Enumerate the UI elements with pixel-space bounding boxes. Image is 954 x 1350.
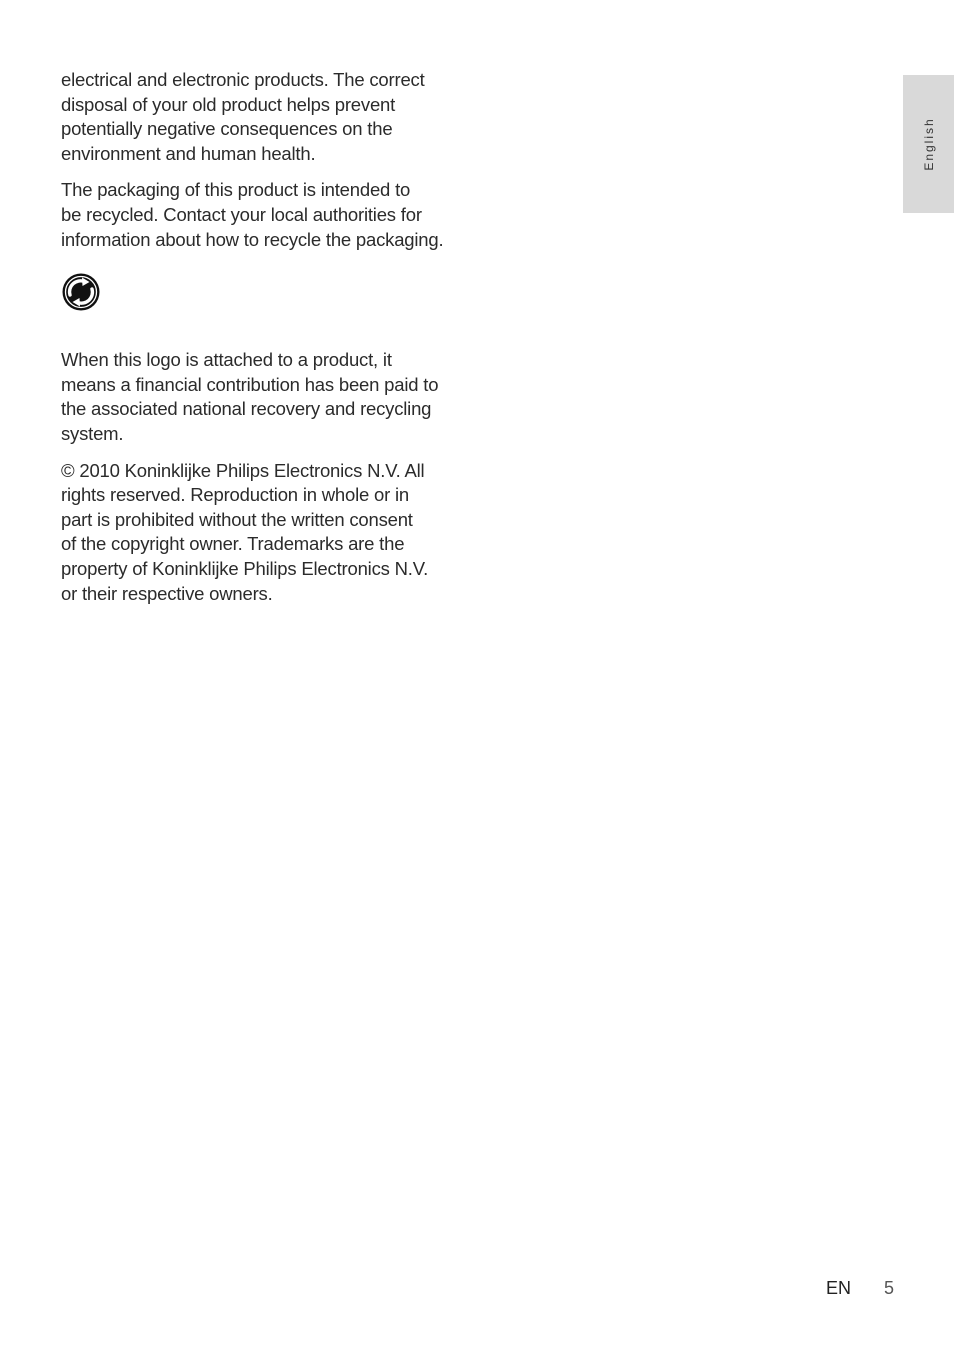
green-dot-recycling-icon <box>61 272 101 312</box>
page-number: 5 <box>883 1278 894 1298</box>
language-side-tab <box>903 75 954 213</box>
main-text-column <box>61 68 461 618</box>
footer-language-code: EN <box>825 1278 851 1298</box>
disposal-paragraph: electrical and electronic products. The correct disposal of your old product helps prevent potentially negative consequences on the environment and human health. <box>61 69 425 164</box>
page-footer <box>826 1278 894 1299</box>
copyright-paragraph: © 2010 Koninklijke Philips Electronics N.V. All rights reserved. Reproduction in whole or in part is prohibited without the written consent of the copyright owner. Trademarks are the property of Koninklijke Philips Electronics N.V. or their respective owners. <box>61 459 429 604</box>
packaging-paragraph: The packaging of this product is intended to be recycled. Contact your local authorities for information about how to recycle the packaging. <box>61 179 444 250</box>
logo-meaning-paragraph: When this logo is attached to a product, it means a financial contribution has been paid to the associated national recovery and recycling system. <box>61 349 439 444</box>
language-label: English <box>921 117 936 171</box>
